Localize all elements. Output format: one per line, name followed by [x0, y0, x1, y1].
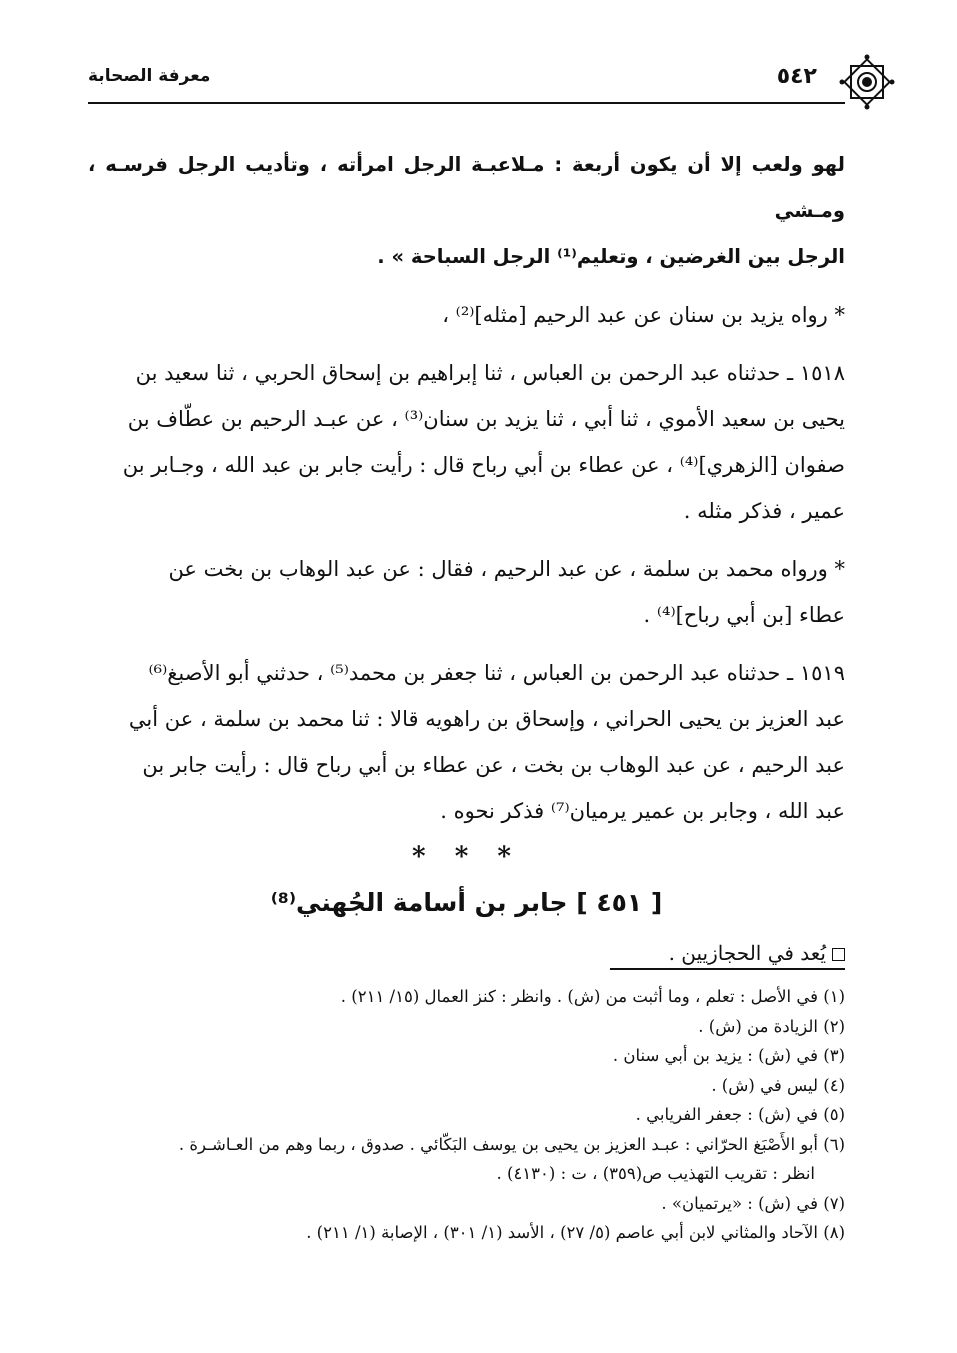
- section-separator: * * *: [412, 842, 521, 872]
- page-header: [88, 60, 845, 104]
- footnote: (٥) في (ش) : جعفر الفريابي .: [635, 1105, 845, 1124]
- square-bullet-icon: [832, 948, 845, 961]
- entry-note: [88, 933, 845, 973]
- narration-note: * رواه يزيد بن سنان عن عبد الرحيم [مثله]⁽²⁾ ،: [442, 303, 845, 327]
- footnote: (٧) في (ش) : «يرتميان» .: [661, 1193, 845, 1213]
- hadith-1519-line: عبد الرحيم ، عن عبد الوهاب بن بخت ، عن عطاء بن أبي رباح قال : رأيت جابر بن: [142, 753, 845, 777]
- main-text: [88, 142, 845, 973]
- hadith-1519-line: ١٥١٩ ـ حدثناه عبد الرحمن بن العباس ، ثنا جعفر بن محمد⁽⁵⁾ ، حدثني أبو الأصبغ⁽⁶⁾: [148, 661, 845, 685]
- footnotes: [88, 982, 845, 1248]
- footnote: (٣) في (ش) : يزيد بن أبي سنان .: [612, 1046, 845, 1065]
- footnote-continuation: انظر : تقريب التهذيب ص(٣٥٩) ، ت : (٤١٣٠) .: [496, 1164, 815, 1183]
- narration-note: عطاء [بن أبي رباح]⁽⁴⁾ .: [643, 603, 845, 627]
- entry-heading: [ ٤٥١ ] جابر بن أسامة الجُهني⁽⁸⁾: [270, 888, 663, 917]
- hadith-1518-line: صفوان [الزهري]⁽⁴⁾ ، عن عطاء بن أبي رباح قال : رأيت جابر بن عبد الله ، وجـابر بن: [122, 453, 845, 477]
- footnote: (٤) ليس في (ش) .: [711, 1075, 845, 1095]
- hadith-1518-line: يحيى بن سعيد الأموي ، ثنا أبي ، ثنا يزيد بن سنان⁽³⁾ ، عن عبـد الرحيم بن عطّاف بن: [127, 407, 845, 431]
- footnote: (١) في الأصل : تعلم ، وما أثبت من (ش) . وانظر : كنز العمال (١٥/ ٢١١) .: [340, 987, 845, 1006]
- footnote: (٦) أبو الأَصْبَغ الحرّاني : عبـد العزيز بن يحيى بن يوسف البَكّائي . صدوق ، ربما وهم من العـاشـرة .: [178, 1134, 845, 1154]
- book-title: معرفة الصحابة: [88, 66, 211, 86]
- narration-note: * ورواه محمد بن سلمة ، عن عبد الرحيم ، فقال : عن عبد الوهاب بن بخت عن: [168, 557, 845, 581]
- footnote: (٨) الآحاد والمثاني لابن أبي عاصم (٥/ ٢٧) ، الأسد (١/ ٣٠١) ، الإصابة (١/ ٢١١) .: [306, 1223, 845, 1242]
- entry-note-text: يُعد في الحجازيين .: [668, 941, 826, 965]
- ornament-icon: [839, 54, 895, 110]
- hadith-1519-line: عبد الله ، وجابر بن عمير يرميان⁽⁷⁾ فذكر نحوه .: [440, 799, 845, 823]
- hadith-1518-line: ١٥١٨ ـ حدثناه عبد الرحمن بن العباس ، ثنا إبراهيم بن إسحاق الحربي ، ثنا سعيد بن: [135, 361, 845, 385]
- hadith-1518-line: عمير ، فذكر مثله .: [683, 499, 845, 523]
- text-line: لهو ولعب إلا أن يكون أربعة : مـلاعبـة الرجل امرأته ، وتأديب الرجل فرسـه ، ومـشي: [88, 153, 845, 222]
- hadith-1519-line: عبد العزيز بن يحيى الحراني ، وإسحاق بن راهويه قالا : ثنا محمد بن سلمة ، عن أبي: [128, 707, 845, 731]
- page-number: ٥٤٢: [776, 64, 817, 89]
- footnote-separator: [610, 968, 845, 970]
- text-line: الرجل بين الغرضين ، وتعليم⁽¹⁾ الرجل السباحة » .: [377, 245, 845, 268]
- footnote: (٢) الزيادة من (ش) .: [698, 1016, 845, 1036]
